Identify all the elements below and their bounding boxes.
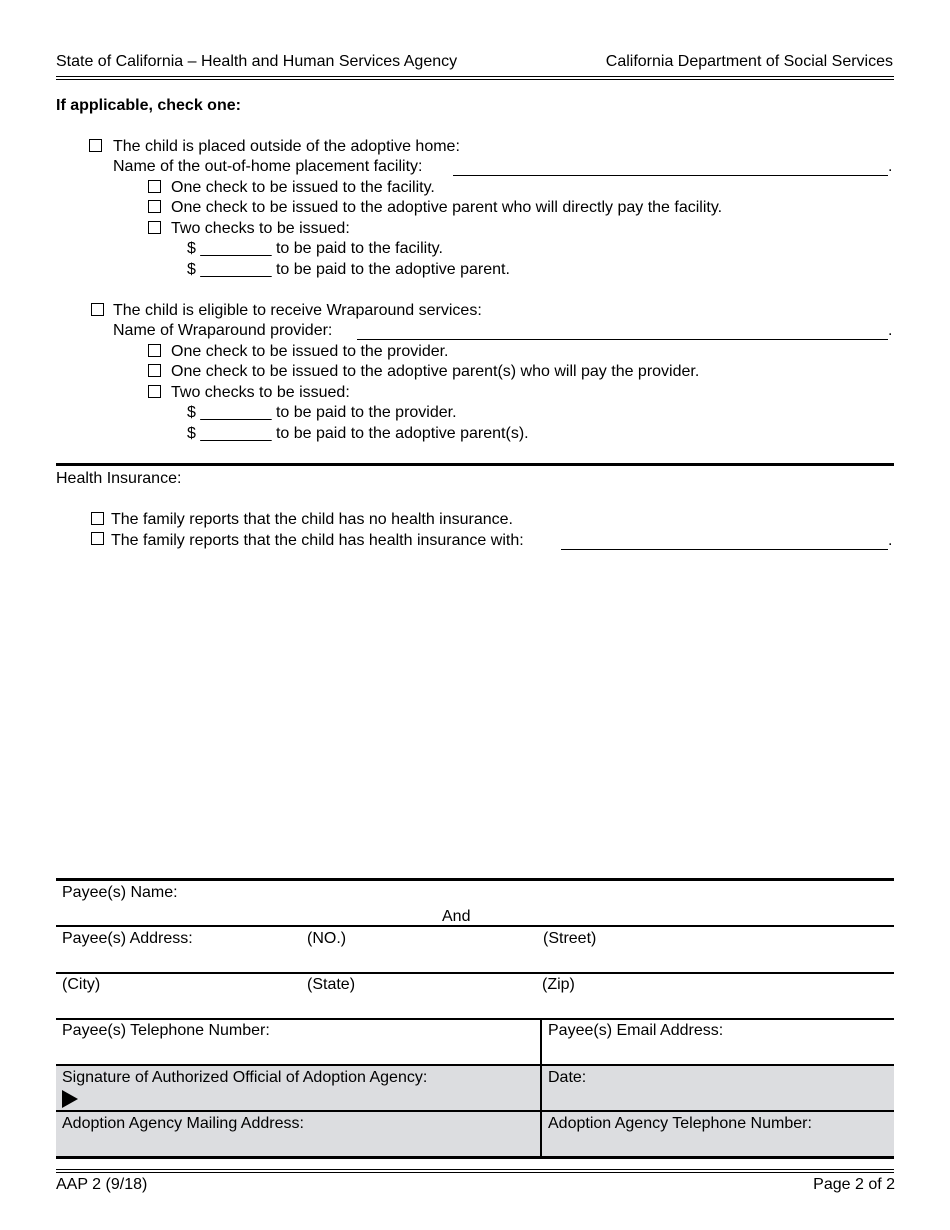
checkbox-no-insurance[interactable] xyxy=(91,512,104,525)
page-number: Page 2 of 2 xyxy=(813,1176,895,1193)
payee-email-label: Payee(s) Email Address: xyxy=(548,1022,724,1039)
date-label: Date: xyxy=(548,1069,587,1086)
amount-parents: $ ________ to be paid to the adoptive parent(s). xyxy=(187,425,529,442)
table-rule xyxy=(56,925,894,927)
facility-name-label: Name of the out-of-home placement facility: xyxy=(113,158,423,175)
footer-rule xyxy=(56,1169,894,1170)
period: . xyxy=(888,158,893,175)
address-street-label: (Street) xyxy=(543,930,597,947)
signature-label: Signature of Authorized Official of Adoption Agency: xyxy=(62,1069,428,1086)
table-bottom-rule xyxy=(56,1156,894,1159)
agency-mailing-label: Adoption Agency Mailing Address: xyxy=(62,1115,304,1132)
checkbox-one-check-parent[interactable] xyxy=(148,200,161,213)
checkbox-one-check-provider[interactable] xyxy=(148,344,161,357)
header-department: California Department of Social Services xyxy=(605,53,893,70)
one-check-parents-label: One check to be issued to the adoptive parent(s) who will pay the provider. xyxy=(171,363,700,380)
provider-name-field[interactable] xyxy=(357,324,888,340)
one-check-facility-label: One check to be issued to the facility. xyxy=(171,179,435,196)
one-check-parent-label: One check to be issued to the adoptive parent who will directly pay the facility. xyxy=(171,199,723,216)
provider-name-label: Name of Wraparound provider: xyxy=(113,322,333,339)
facility-name-field[interactable] xyxy=(453,160,888,176)
form-id: AAP 2 (9/18) xyxy=(56,1176,148,1193)
checkbox-one-check-facility[interactable] xyxy=(148,180,161,193)
address-zip-label: (Zip) xyxy=(542,976,575,993)
table-rule xyxy=(56,1110,894,1112)
insurance-provider-field[interactable] xyxy=(561,534,888,550)
two-checks-wrap-label: Two checks to be issued: xyxy=(171,384,350,401)
has-insurance-label: The family reports that the child has health insurance with: xyxy=(111,532,524,549)
health-insurance-heading: Health Insurance: xyxy=(56,470,182,487)
checkbox-out-of-home[interactable] xyxy=(89,139,102,152)
amount-provider: $ ________ to be paid to the provider. xyxy=(187,404,457,421)
table-rule xyxy=(56,972,894,974)
checkbox-two-checks[interactable] xyxy=(148,221,161,234)
one-check-provider-label: One check to be issued to the provider. xyxy=(171,343,449,360)
table-column-divider xyxy=(540,1019,542,1158)
agency-phone-label: Adoption Agency Telephone Number: xyxy=(548,1115,812,1132)
period: . xyxy=(888,322,893,339)
header-rule-2 xyxy=(56,79,894,80)
section-heading-applicable: If applicable, check one: xyxy=(56,97,241,114)
two-checks-label: Two checks to be issued: xyxy=(171,220,350,237)
payee-address-label: Payee(s) Address: xyxy=(62,930,193,947)
payee-and-label: And xyxy=(442,908,471,925)
table-top-rule xyxy=(56,878,894,881)
address-state-label: (State) xyxy=(307,976,356,993)
checkbox-two-checks-wrap[interactable] xyxy=(148,385,161,398)
signature-arrow-icon xyxy=(62,1090,78,1108)
checkbox-wraparound[interactable] xyxy=(91,303,104,316)
amount-parent: $ ________ to be paid to the adoptive parent. xyxy=(187,261,510,278)
header-agency: State of California – Health and Human Services Agency xyxy=(56,53,458,70)
address-city-label: (City) xyxy=(62,976,101,993)
wraparound-label: The child is eligible to receive Wraparound services: xyxy=(113,302,482,319)
amount-facility: $ ________ to be paid to the facility. xyxy=(187,240,443,257)
footer-rule-2 xyxy=(56,1172,894,1173)
section-divider xyxy=(56,463,894,466)
payee-name-label: Payee(s) Name: xyxy=(62,884,178,901)
table-rule xyxy=(56,1018,894,1020)
address-no-label: (NO.) xyxy=(307,930,347,947)
no-insurance-label: The family reports that the child has no health insurance. xyxy=(111,511,513,528)
out-of-home-label: The child is placed outside of the adoptive home: xyxy=(113,138,460,155)
period: . xyxy=(888,532,893,549)
payee-phone-label: Payee(s) Telephone Number: xyxy=(62,1022,270,1039)
checkbox-has-insurance[interactable] xyxy=(91,532,104,545)
header-rule xyxy=(56,76,894,77)
table-rule xyxy=(56,1064,894,1066)
checkbox-one-check-parents[interactable] xyxy=(148,364,161,377)
